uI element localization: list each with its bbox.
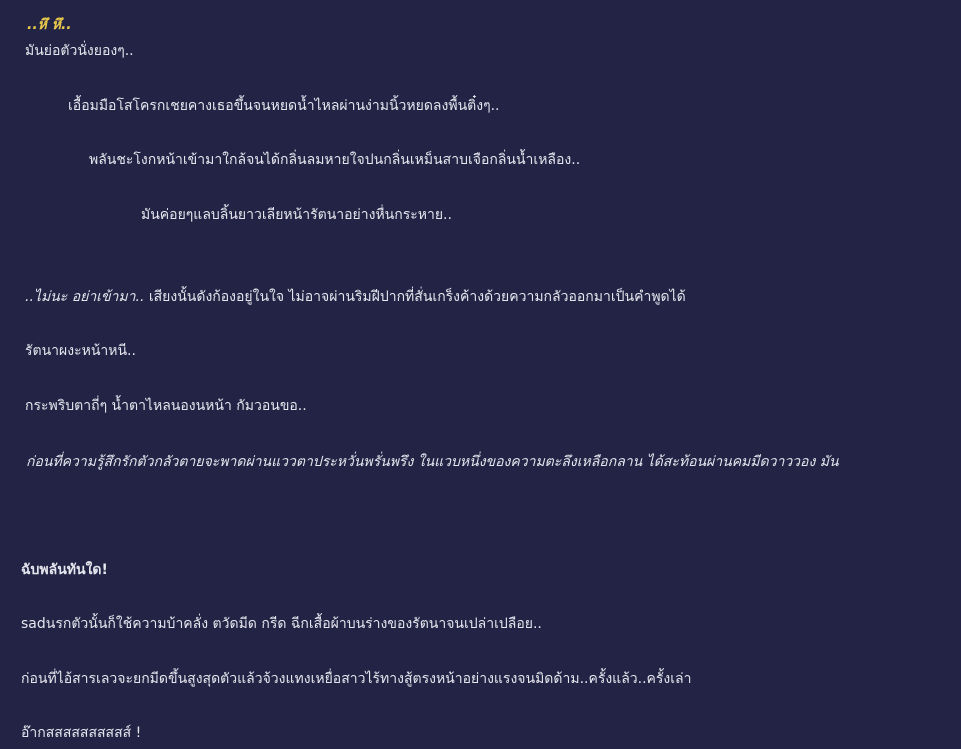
- story-line-3: พลันชะโงกหน้าเข้ามาใกล้จนได้กลิ่นลมหายใจปนกลิ่นเหม็นสาบเจือกลิ่นน้ำเหลือง..: [89, 152, 581, 168]
- story-line-2: เอื้อมมือโสโครกเชยคางเธอขึ้นจนหยดน้ำไหลผ่านง่ามนิ้วหยดลงพื้นติ๋งๆ..: [68, 98, 500, 114]
- story-line-4: มันค่อยๆแลบลิ้นยาวเลียหน้ารัตนาอย่างหื่นกระหาย..: [141, 207, 452, 223]
- story-paragraph-8: ก่อนที่ความรู้สึกรักตัวกลัวตายจะพาดผ่านแววตาประหวั่นพรั่นพรึง ในแวบหนึ่งของความตะลึงเหลือกลาน ได้สะท้อนผ่านคมมีดวาววอง มัน: [26, 454, 839, 470]
- story-line-11: ก่อนที่ไอ้สารเลวจะยกมีดขึ้นสูงสุดตัวแล้วจ้วงแทงเหยื่อสาวไร้ทางสู้ตรงหน้าอย่างแรงจนมิดด้าม..ครั้งแล้ว..ครั้งเล่า: [21, 671, 692, 687]
- story-line-10: sadนรกตัวนั้นก็ใช้ความบ้าคลั่ง ตวัดมีด กรีด ฉีกเสื้อผ้าบนร่างของรัตนาจนเปล่าเปลือย..: [21, 616, 542, 632]
- story-line-5: [25, 288, 686, 306]
- story-line-12: อ๊ากสสสสสสสสสส์ !: [21, 725, 142, 741]
- story-line-5-rest: เสียงนั้นดังก้องอยู่ในใจ ไม่อาจผ่านริมฝีปากที่สั่นเกร็งค้างด้วยความกลัวออกมาเป็นคำพูดได้: [144, 289, 686, 305]
- laugh-line: ..หึ หึ..: [27, 17, 72, 33]
- story-line-1: มันย่อตัวนั่งยองๆ..: [25, 43, 134, 59]
- story-line-7: กระพริบตาถี่ๆ น้ำตาไหลนองนหน้า กัมวอนขอ..: [25, 398, 307, 414]
- story-line-9: ฉับพลันทันใด!: [21, 562, 108, 578]
- story-line-6: รัตนาผงะหน้าหนี..: [25, 343, 136, 359]
- inner-voice-text: ..ไม่นะ อย่าเข้ามา..: [25, 289, 145, 305]
